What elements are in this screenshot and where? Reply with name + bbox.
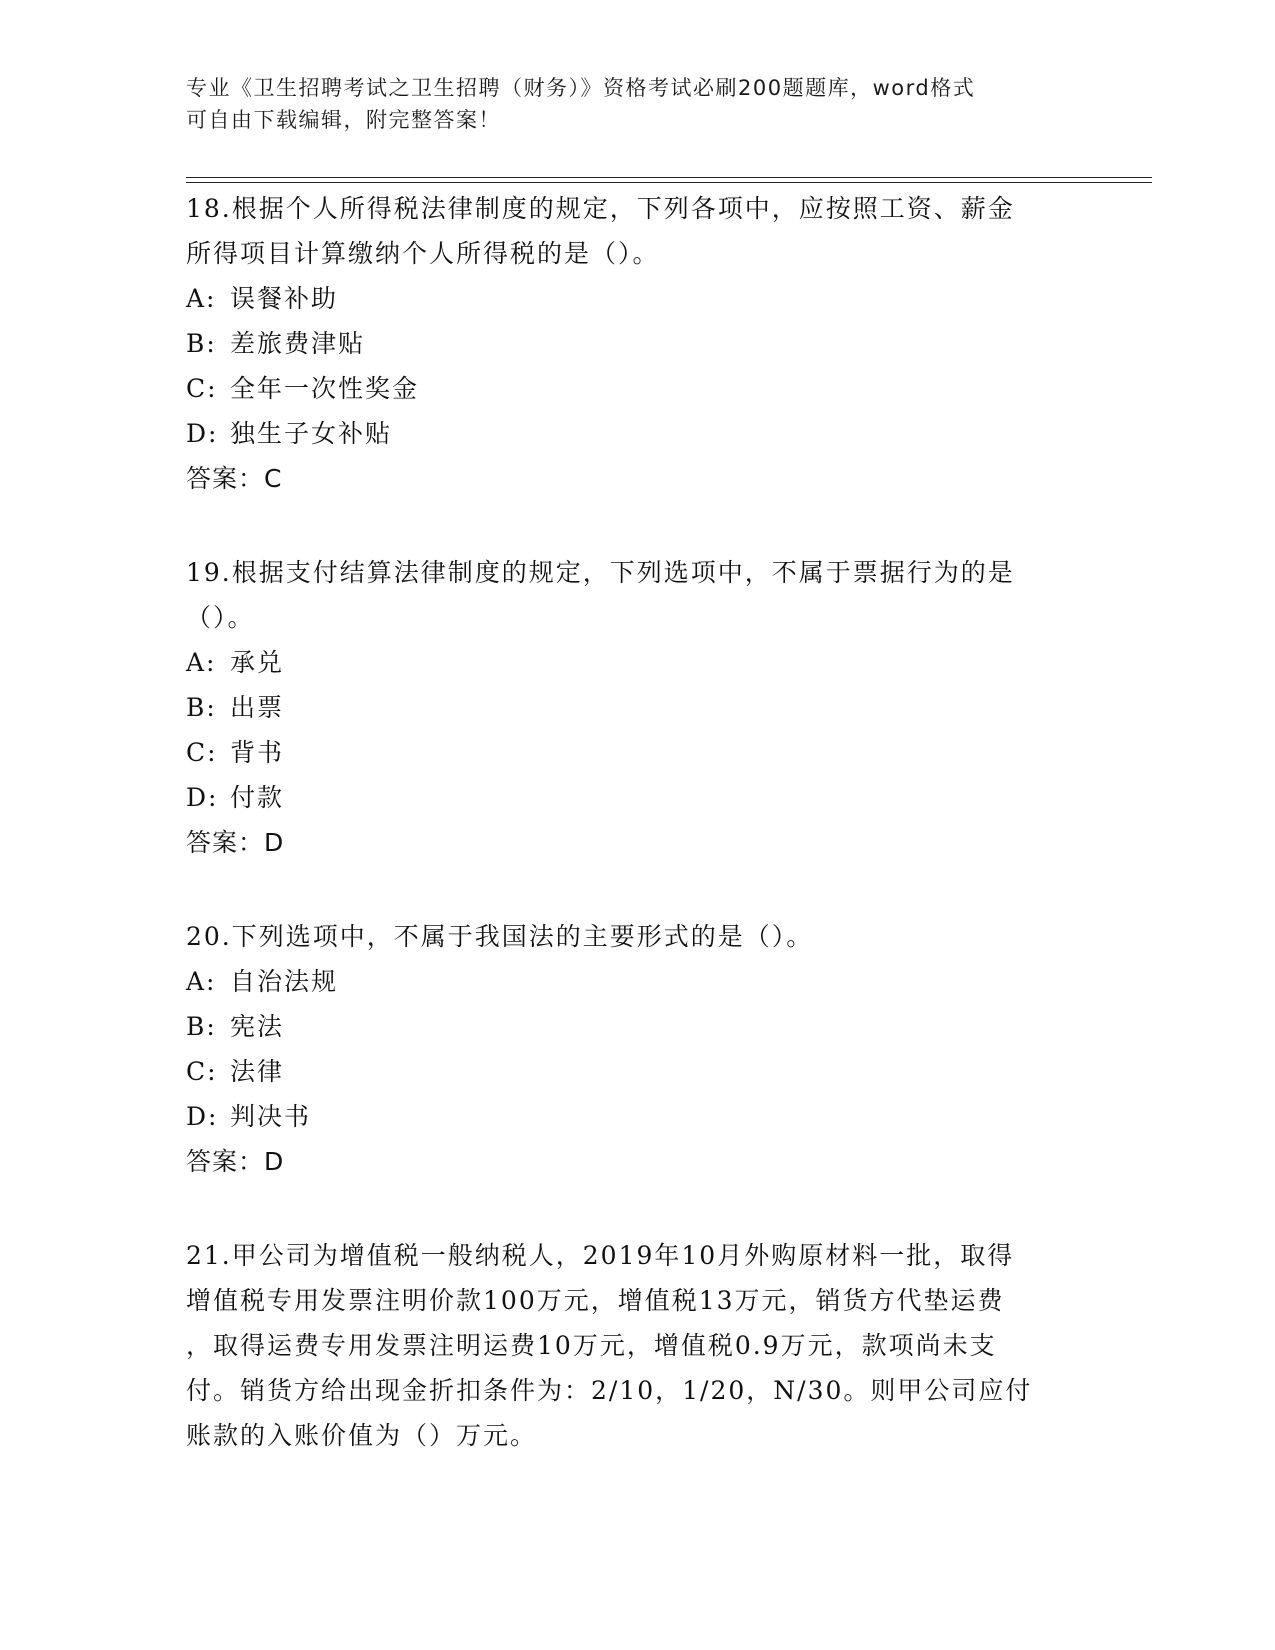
option-label: B: — [186, 329, 217, 358]
question-stem-line: ，取得运费专用发票注明运费10万元，增值税0.9万元，款项尚未支 — [186, 1331, 997, 1360]
option-c — [186, 366, 1066, 411]
header-line-2: 可自由下载编辑，附完整答案！ — [186, 108, 501, 132]
option-text: 出票 — [230, 693, 285, 722]
question-18 — [186, 186, 1066, 501]
option-a — [186, 640, 1066, 685]
option-text: 差旅费津贴 — [230, 329, 366, 358]
option-label: B: — [186, 693, 217, 722]
option-b — [186, 321, 1066, 366]
option-label: A: — [186, 967, 217, 996]
option-label: D: — [186, 1102, 219, 1131]
option-text: 自治法规 — [230, 967, 339, 996]
option-text: 全年一次性奖金 — [230, 374, 420, 403]
answer-line: 答案：D — [186, 1147, 285, 1176]
option-label: B: — [186, 1012, 217, 1041]
header-line-1: 专业《卫生招聘考试之卫生招聘（财务）》资格考试必刷200题题库，word格式 — [186, 76, 976, 100]
question-21 — [186, 1233, 1066, 1458]
option-d — [186, 1094, 1066, 1139]
option-a — [186, 276, 1066, 321]
question-stem-line: 账款的入账价值为（）万元。 — [186, 1421, 538, 1450]
question-list — [186, 186, 1066, 1507]
question-stem-line: 18.根据个人所得税法律制度的规定，下列各项中，应按照工资、薪金 — [186, 194, 1015, 223]
question-stem-line: 20.下列选项中，不属于我国法的主要形式的是（）。 — [186, 922, 814, 951]
question-stem-line: 付。销货方给出现金折扣条件为：2/10，1/20，N/30。则甲公司应付 — [186, 1376, 1033, 1405]
option-text: 宪法 — [230, 1012, 285, 1041]
question-stem-line: 所得项目计算缴纳个人所得税的是（）。 — [186, 239, 660, 268]
option-text: 背书 — [230, 738, 285, 767]
option-label: A: — [186, 648, 217, 677]
question-stem-line: 增值税专用发票注明价款100万元，增值税13万元，销货方代垫运费 — [186, 1286, 1005, 1315]
option-label: A: — [186, 284, 217, 313]
question-stem-line: 19.根据支付结算法律制度的规定，下列选项中，不属于票据行为的是 — [186, 558, 1015, 587]
option-text: 承兑 — [230, 648, 285, 677]
option-label: C: — [186, 374, 218, 403]
option-d — [186, 775, 1066, 820]
option-text: 判决书 — [230, 1102, 312, 1131]
document-header — [186, 72, 1066, 136]
header-divider-bottom — [186, 182, 1152, 183]
option-text: 法律 — [230, 1057, 285, 1086]
question-stem-line: （）。 — [186, 603, 255, 632]
question-stem-line: 21.甲公司为增值税一般纳税人，2019年10月外购原材料一批，取得 — [186, 1241, 1015, 1270]
question-20 — [186, 914, 1066, 1184]
option-text: 付款 — [230, 783, 285, 812]
option-a — [186, 959, 1066, 1004]
option-d — [186, 411, 1066, 456]
option-label: D: — [186, 419, 219, 448]
option-label: C: — [186, 738, 218, 767]
option-c — [186, 730, 1066, 775]
option-b — [186, 685, 1066, 730]
option-c — [186, 1049, 1066, 1094]
option-b — [186, 1004, 1066, 1049]
answer-line: 答案：C — [186, 464, 283, 493]
answer-line: 答案：D — [186, 828, 285, 857]
option-label: D: — [186, 783, 219, 812]
option-text: 误餐补助 — [230, 284, 339, 313]
option-text: 独生子女补贴 — [230, 419, 393, 448]
header-divider-top — [186, 177, 1152, 178]
question-19 — [186, 550, 1066, 865]
option-label: C: — [186, 1057, 218, 1086]
